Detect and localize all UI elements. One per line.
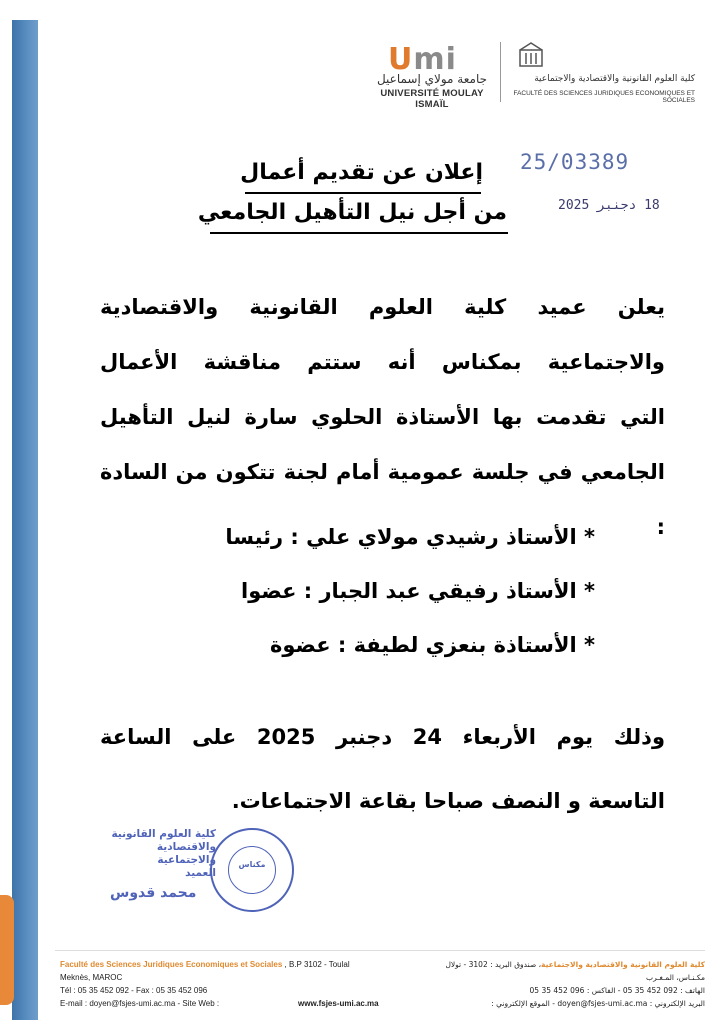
footer-arabic [395, 958, 705, 1010]
footer-website-link[interactable]: www.fsjes-umi.ac.ma [298, 999, 379, 1008]
footer-faculty-arabic: كلية العلوم القانونية والاقتصادية والاجتماعية [541, 960, 705, 969]
announcement-closing [100, 705, 665, 833]
signature-line-2: والاقتصادية والاجتماعية [156, 841, 216, 866]
title-underline-1 [245, 192, 481, 194]
footer-email-arabic: البريد الإلكتروني : doyen@fsjes-umi.ac.ma - الموقع الإلكتروني : [491, 999, 705, 1008]
signature-stamp [96, 828, 216, 880]
announcement-title-line2: من أجل نيل التأهيل الجامعي [197, 200, 507, 225]
footer-rule [55, 950, 705, 951]
jury-member-3: * الأستاذة بنعزي لطيفة : عضوة [269, 633, 595, 657]
footer-faculty-french: Faculté des Sciences Juridiques Economiques et Sociales [60, 960, 283, 969]
signature-line-1: كلية العلوم القانونية [111, 828, 216, 840]
announcement-title-line1: إعلان عن تقديم أعمال [240, 160, 483, 185]
university-logo [368, 40, 496, 110]
jury-member-president: * الأستاذ رشيدي مولاي علي : رئيسا [225, 525, 595, 549]
footer-city-french: Meknès, MAROC [60, 973, 123, 982]
reference-number: 25/03389 [520, 150, 630, 174]
jury-list [225, 510, 595, 672]
body-line-3: التي تقدمت بها الأستاذة الحلوي سارة لنيل التأهيل [100, 405, 665, 429]
jury-member-2: * الأستاذ رفيقي عبد الجبار : عضوا [241, 579, 595, 603]
reference-date: 18 دجنبر 2025 [558, 198, 660, 213]
faculty-emblem-icon [517, 40, 545, 68]
header-divider [500, 42, 501, 102]
footer-phone-french: Tél : 05 35 452 092 - Fax : 05 35 452 096 [60, 986, 208, 995]
body-line-1: يعلن عميد كلية العلوم القانونية والاقتصادية [100, 295, 665, 319]
closing-line-2: التاسعة و النصف صباحا بقاعة الاجتماعات. [231, 789, 665, 813]
closing-line-1: وذلك يوم الأربعاء 24 دجنبر 2025 على الساعة [100, 725, 665, 749]
footer-bp-french: , B.P 3102 - Toulal [284, 960, 350, 969]
left-decorative-bar [12, 20, 38, 1020]
title-underline-2 [210, 232, 508, 234]
umi-mark-u: U [388, 42, 414, 77]
signature-line-3: العميد [185, 867, 216, 879]
dean-name: محمد قدوس [110, 885, 197, 901]
body-line-4: الجامعي في جلسة عمومية أمام لجنة تتكون من السادة : [100, 460, 665, 539]
official-seal-text: مكناس [238, 860, 266, 869]
footer-french [60, 958, 400, 1010]
faculty-name-french: FACULTÉ DES SCIENCES JURIDIQUES ECONOMIQUES ET SOCIALES [513, 90, 695, 104]
body-line-2: والاجتماعية بمكناس أنه ستتم مناقشة الأعمال [100, 350, 665, 374]
faculty-name-arabic: كلية العلوم القانونية والاقتصادية والاجتماعية [534, 74, 695, 84]
footer-city-arabic: مكـنـاس، المـغـرب [646, 973, 705, 982]
university-name-arabic: جامعة مولاي إسماعيل [376, 72, 488, 86]
official-seal [210, 828, 294, 912]
official-seal-inner [228, 846, 276, 894]
university-name-french: UNIVERSITÉ MOULAY ISMAÏL [380, 88, 484, 110]
left-orange-accent [0, 895, 14, 1005]
footer-phone-arabic: الهاتف : 092 452 35 05 - الفاكس : 096 452 35 05 [529, 986, 705, 995]
faculty-logo [505, 40, 695, 104]
umi-mark-mi: mi [413, 42, 457, 77]
footer-bp-arabic: ، صندوق البريد : 3102 - تولال [445, 960, 542, 969]
footer-email-french: E-mail : doyen@fsjes-umi.ac.ma - Site Web : [60, 999, 220, 1008]
